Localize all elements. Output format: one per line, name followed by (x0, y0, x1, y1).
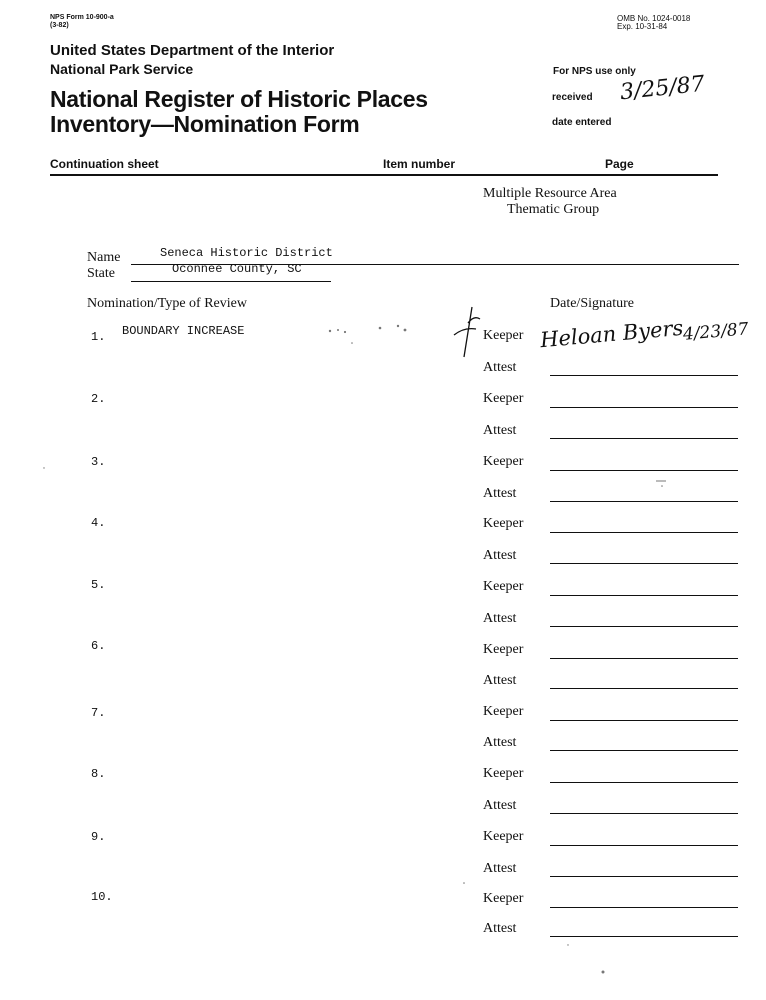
form-title-line2: Inventory—Nomination Form (50, 111, 360, 137)
attest-label: Attest (483, 735, 517, 750)
date-entered-label: date entered (552, 117, 612, 128)
attest-label: Attest (483, 611, 517, 626)
omb-number: OMB No. 1024-0018 (617, 14, 691, 23)
attest-label: Attest (483, 486, 517, 501)
received-label: received (552, 92, 593, 103)
resource-area-line1: Multiple Resource Area (483, 186, 617, 201)
nomination-heading: Nomination/Type of Review (87, 296, 247, 311)
keeper-signature-date-handwritten: 4/23/87 (682, 319, 750, 345)
entry-number: 3. (91, 455, 106, 469)
form-revision: (3-82) (50, 22, 69, 29)
entry-number: 2. (91, 392, 106, 406)
entry-number: 9. (91, 830, 106, 844)
state-value: Oconnee County, SC (172, 262, 302, 276)
continuation-sheet-label: Continuation sheet (50, 157, 159, 171)
attest-label: Attest (483, 921, 517, 936)
form-title-line1: National Register of Historic Places (50, 86, 428, 112)
state-label: State (87, 266, 115, 281)
entry-number: 1. (91, 330, 106, 344)
name-label: Name (87, 250, 121, 265)
entry-number: 6. (91, 639, 106, 653)
name-value: Seneca Historic District (160, 246, 333, 260)
entry-description: BOUNDARY INCREASE (122, 324, 245, 338)
entry-number: 7. (91, 706, 106, 720)
entry-number: 10. (91, 890, 113, 904)
department-name: United States Department of the Interior (50, 42, 335, 59)
item-number-label: Item number (383, 157, 456, 171)
keeper-label: Keeper (483, 829, 524, 844)
attest-label: Attest (483, 548, 517, 563)
form-number: NPS Form 10-900-a (50, 14, 114, 21)
keeper-signature-handwritten: Heloan Byers (539, 315, 685, 353)
keeper-label: Keeper (483, 391, 524, 406)
keeper-label: Keeper (483, 891, 524, 906)
keeper-label: Keeper (483, 328, 524, 343)
keeper-label: Keeper (483, 516, 524, 531)
service-name: National Park Service (50, 61, 194, 77)
omb-expiration: Exp. 10-31-84 (617, 22, 668, 31)
keeper-label: Keeper (483, 704, 524, 719)
entry-number: 4. (91, 516, 106, 530)
keeper-label: Keeper (483, 766, 524, 781)
entry-number: 8. (91, 767, 106, 781)
attest-label: Attest (483, 423, 517, 438)
attest-label: Attest (483, 673, 517, 688)
resource-area-line2: Thematic Group (507, 202, 600, 217)
keeper-label: Keeper (483, 579, 524, 594)
attest-label: Attest (483, 798, 517, 813)
attest-label: Attest (483, 360, 517, 375)
received-date-handwritten: 3/25/87 (618, 71, 706, 106)
entry-number: 5. (91, 578, 106, 592)
page-label: Page (605, 157, 634, 171)
attest-label: Attest (483, 861, 517, 876)
keeper-label: Keeper (483, 642, 524, 657)
nps-use-only: For NPS use only (553, 66, 636, 77)
date-signature-heading: Date/Signature (550, 296, 634, 311)
keeper-label: Keeper (483, 454, 524, 469)
